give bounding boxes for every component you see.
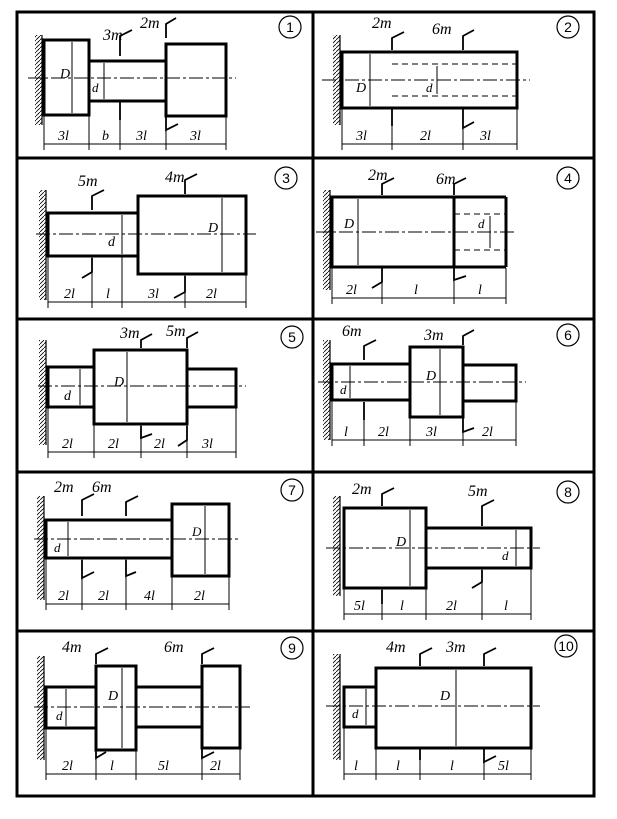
length-label: b <box>102 129 109 144</box>
length-label: 5l <box>354 599 365 614</box>
moment-label: 3m <box>120 325 140 342</box>
shaft <box>344 668 531 748</box>
length-label: 2l <box>154 437 165 452</box>
length-label: 2l <box>210 759 221 774</box>
panel-4 <box>316 167 579 304</box>
moment-label: 6m <box>432 21 452 38</box>
diameter-label: D <box>344 217 355 232</box>
panel-6 <box>318 323 579 446</box>
wall <box>37 656 44 760</box>
wall <box>39 190 46 300</box>
length-label: l <box>344 425 348 440</box>
length-label: 5l <box>498 759 509 774</box>
moment-label: 6m <box>92 479 112 496</box>
moment-label: 3m <box>446 639 466 656</box>
panel-number: 7 <box>288 482 296 498</box>
shaft <box>46 666 240 750</box>
panel-number: 8 <box>564 484 572 500</box>
length-label: l <box>396 759 400 774</box>
diameter-label: D <box>108 689 119 704</box>
moment-label: 3m <box>103 27 123 44</box>
wall <box>37 496 44 600</box>
diameter-label: d <box>478 216 485 231</box>
moment-label: 4m <box>62 639 82 656</box>
moment-label: 2m <box>372 15 392 32</box>
panel-2 <box>322 15 579 150</box>
length-label: 2l <box>378 425 389 440</box>
moment-label: 5m <box>166 323 186 340</box>
length-label: 2l <box>108 437 119 452</box>
wall <box>39 340 46 445</box>
moment-label: 2m <box>352 481 372 498</box>
length-label: 2l <box>62 759 73 774</box>
diameter-label: d <box>502 548 509 563</box>
diameter-label: d <box>340 382 347 397</box>
length-label: 3l <box>136 129 147 144</box>
wall <box>323 190 330 290</box>
diameter-label: d <box>426 80 433 95</box>
panel-3 <box>36 167 297 308</box>
moment-label: 2m <box>368 167 388 184</box>
panel-number: 3 <box>282 170 290 186</box>
panel-number: 10 <box>558 638 574 654</box>
length-label: 2l <box>420 129 431 144</box>
length-label: 3l <box>58 129 69 144</box>
moment-label: 3m <box>424 327 444 344</box>
diameter-label: d <box>352 706 359 721</box>
length-label: 3l <box>190 129 201 144</box>
moment-label: 4m <box>386 639 406 656</box>
diameter-label: d <box>56 708 63 723</box>
diameter-label: d <box>64 389 71 404</box>
moment-label: 2m <box>140 15 160 32</box>
length-label: 2l <box>58 589 69 604</box>
wall <box>333 654 340 760</box>
shaft <box>46 504 229 576</box>
length-label: l <box>106 287 110 302</box>
wall <box>333 496 340 596</box>
length-label: 3l <box>356 129 367 144</box>
length-label: l <box>478 283 482 298</box>
panel-number: 4 <box>564 170 572 186</box>
panel-number: 1 <box>286 19 294 35</box>
moment-label: 5m <box>78 173 98 190</box>
length-label: 3l <box>202 437 213 452</box>
length-label: l <box>504 599 508 614</box>
length-label: 2l <box>206 287 217 302</box>
length-label: 2l <box>346 283 357 298</box>
length-label: 4l <box>144 589 155 604</box>
diameter-label: d <box>92 80 99 95</box>
length-label: 2l <box>64 287 75 302</box>
length-label: l <box>354 759 358 774</box>
panel-number: 9 <box>288 640 296 656</box>
moment-label: 5m <box>468 483 488 500</box>
wall <box>35 35 42 125</box>
length-label: 2l <box>194 589 205 604</box>
diameter-label: D <box>114 375 125 390</box>
diameter-label: D <box>440 689 451 704</box>
length-label: l <box>110 759 114 774</box>
panel-10 <box>326 635 577 780</box>
moment-label: 4m <box>165 169 185 186</box>
length-label: 5l <box>158 759 169 774</box>
shaft <box>48 350 236 424</box>
panel-7 <box>34 479 303 610</box>
panel-8 <box>326 481 579 620</box>
diameter-label: d <box>108 235 115 250</box>
panel-number: 2 <box>564 19 572 35</box>
moment-label: 6m <box>164 639 184 656</box>
diameter-label: d <box>54 540 61 555</box>
length-label: 2l <box>98 589 109 604</box>
diameter-label: D <box>426 369 437 384</box>
panel-number: 5 <box>288 329 296 345</box>
panel-5 <box>38 323 303 458</box>
diameter-label: D <box>396 535 407 550</box>
length-label: 3l <box>148 287 159 302</box>
length-label: l <box>400 599 404 614</box>
diameter-label: D <box>356 81 367 96</box>
length-label: 3l <box>480 129 491 144</box>
diameter-label: D <box>60 67 71 82</box>
length-label: 3l <box>426 425 437 440</box>
wall <box>323 340 330 440</box>
panel-9 <box>34 637 303 780</box>
length-label: l <box>450 759 454 774</box>
length-label: l <box>414 283 418 298</box>
panel-1 <box>28 15 301 150</box>
length-label: 2l <box>482 425 493 440</box>
moment-label: 2m <box>54 479 74 496</box>
length-label: 2l <box>446 599 457 614</box>
length-label: 2l <box>62 437 73 452</box>
diameter-label: D <box>192 524 202 539</box>
diameter-label: D <box>208 221 219 236</box>
moment-label: 6m <box>436 171 456 188</box>
panel-number: 6 <box>564 327 572 343</box>
moment-label: 6m <box>342 323 362 340</box>
